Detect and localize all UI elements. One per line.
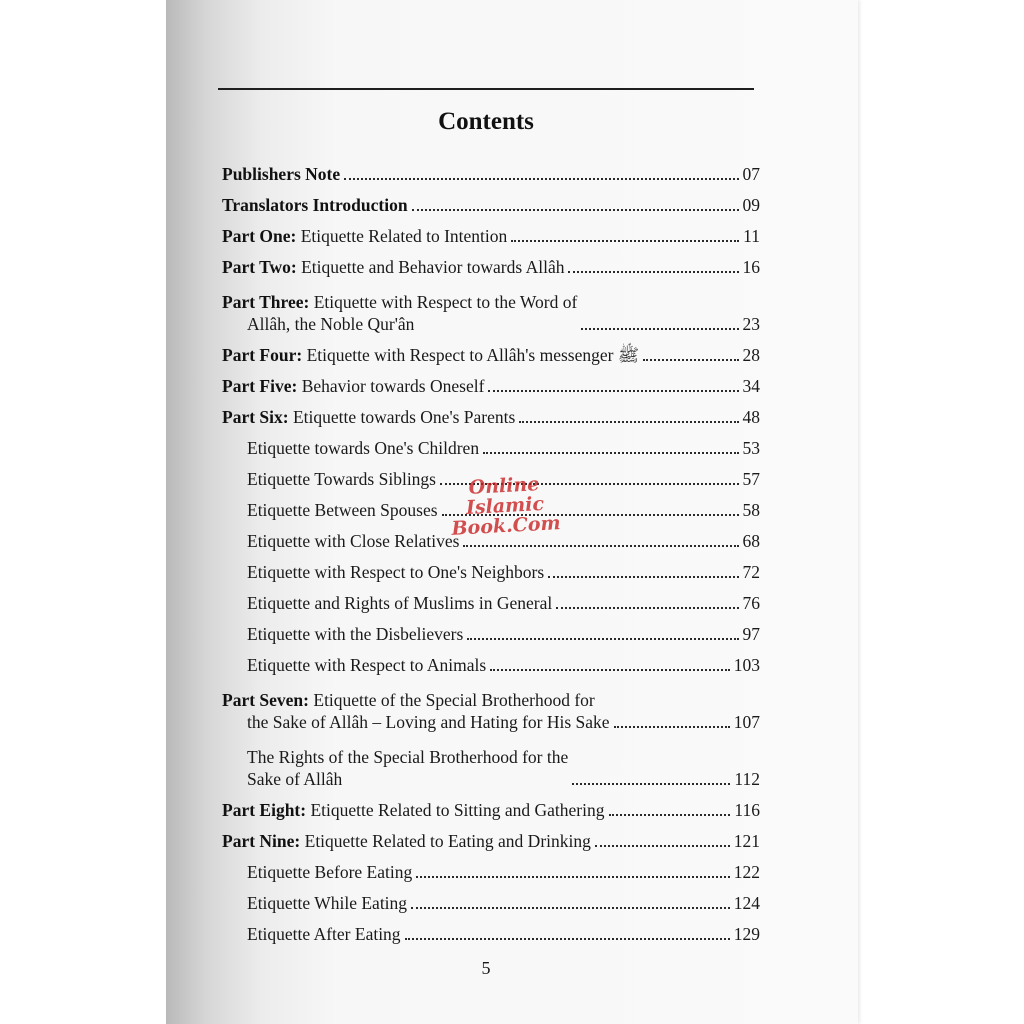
entry-page: 121	[733, 831, 760, 851]
dot-leader	[548, 576, 738, 578]
toc-entry	[222, 676, 760, 733]
toc-entry	[222, 821, 760, 852]
entry-page: 122	[733, 862, 760, 882]
dot-leader	[568, 271, 738, 273]
entry-title: Behavior towards Oneself	[297, 376, 485, 396]
entry-label: Publishers Note	[222, 164, 341, 184]
entry-page: 16	[742, 257, 760, 277]
entry-text	[222, 689, 610, 733]
entry-text	[222, 799, 605, 821]
entry-title: Etiquette While Eating	[247, 893, 408, 913]
entry-title: Etiquette Between Spouses	[247, 500, 438, 520]
entry-page: 48	[742, 407, 760, 427]
page-number: 5	[481, 958, 491, 978]
entry-title: Etiquette Related to Intention	[296, 226, 508, 246]
entry-label: Part Three:	[222, 292, 310, 312]
entry-title: Etiquette with Respect to the Word of	[309, 292, 578, 312]
toc-entry	[222, 154, 760, 185]
entry-text	[222, 830, 591, 852]
entry-label: Part Two:	[222, 257, 297, 277]
entry-title: The Rights of the Special Brotherhood for the	[247, 747, 569, 767]
toc-entry	[222, 883, 760, 914]
entry-label: Part Six:	[222, 407, 289, 427]
entry-page: 09	[742, 195, 760, 215]
dot-leader	[416, 876, 730, 878]
entry-label: Part One:	[222, 226, 297, 246]
entry-title: Etiquette and Rights of Muslims in General	[247, 593, 553, 613]
watermark-line: Online Islamic	[465, 473, 545, 520]
entry-title: Etiquette Related to Sitting and Gathering	[306, 800, 605, 820]
toc-entry	[222, 852, 760, 883]
entry-title: Etiquette Towards Siblings	[247, 469, 436, 489]
entry-page: 112	[734, 769, 760, 789]
dot-leader	[643, 359, 739, 361]
entry-continuation: Allâh, the Noble Qur'ân	[247, 314, 415, 334]
entry-text	[222, 406, 515, 428]
entry-title: Etiquette with Respect to Animals	[247, 655, 487, 675]
dot-leader	[609, 814, 731, 816]
dot-leader	[511, 240, 739, 242]
watermark	[429, 472, 582, 540]
toc-entry	[222, 552, 760, 583]
entry-title: Etiquette of the Special Brotherhood for	[309, 690, 595, 710]
entry-page: 53	[742, 438, 760, 458]
entry-text	[222, 194, 408, 216]
entry-page: 72	[742, 562, 760, 582]
dot-leader	[595, 845, 730, 847]
entry-page: 57	[742, 469, 760, 489]
dot-leader	[412, 209, 739, 211]
entry-page: 129	[733, 924, 760, 944]
toc-entry	[222, 583, 760, 614]
dot-leader	[483, 452, 738, 454]
dot-leader	[344, 178, 738, 180]
watermark-line: Book.Com	[450, 512, 562, 540]
entry-label: Part Five:	[222, 376, 298, 396]
entry-page: 34	[742, 376, 760, 396]
toc-entry	[222, 335, 760, 366]
dot-leader	[556, 607, 738, 609]
entry-text	[222, 291, 577, 335]
entry-title: Etiquette towards One's Parents	[288, 407, 516, 427]
entry-title: Etiquette After Eating	[247, 924, 401, 944]
dot-leader	[467, 638, 738, 640]
toc-entry	[222, 790, 760, 821]
entry-title: Etiquette with Close Relatives	[247, 531, 460, 551]
entry-page: 107	[733, 712, 760, 732]
entry-page: 23	[742, 314, 760, 334]
entry-page: 116	[734, 800, 760, 820]
entry-page: 97	[742, 624, 760, 644]
toc-entry	[222, 278, 760, 335]
entry-page: 28	[742, 345, 760, 365]
entry-continuation: the Sake of Allâh – Loving and Hating for His Sake	[247, 712, 610, 732]
entry-page: 11	[743, 226, 760, 246]
dot-leader	[405, 938, 730, 940]
toc-entry	[222, 216, 760, 247]
entry-page: 124	[733, 893, 760, 913]
toc-entry	[222, 733, 760, 790]
dot-leader	[519, 421, 738, 423]
dot-leader	[490, 669, 730, 671]
toc-entry	[222, 614, 760, 645]
entry-title: Etiquette with Respect to One's Neighbors	[247, 562, 545, 582]
entry-text	[222, 163, 340, 185]
header-rule	[218, 88, 754, 90]
entry-text	[222, 225, 507, 247]
entry-title: Etiquette with Respect to Allâh's messenger ﷺ	[302, 345, 639, 365]
entry-page: 58	[742, 500, 760, 520]
entry-label: Translators Introduction	[222, 195, 408, 215]
dot-leader	[411, 907, 730, 909]
dot-leader	[614, 726, 730, 728]
dot-leader	[488, 390, 738, 392]
dot-leader	[572, 783, 730, 785]
toc-entry	[222, 914, 760, 945]
entry-title: Etiquette with the Disbelievers	[247, 624, 464, 644]
toc-entry	[222, 428, 760, 459]
dot-leader	[463, 545, 738, 547]
entry-label: Part Four:	[222, 345, 303, 365]
entry-page: 76	[742, 593, 760, 613]
contents-heading: Contents	[438, 108, 534, 135]
entry-label: Part Nine:	[222, 831, 301, 851]
entry-label: Part Seven:	[222, 690, 309, 710]
entry-title: Etiquette Related to Eating and Drinking	[300, 831, 591, 851]
entry-page: 07	[742, 164, 760, 184]
toc-entry	[222, 247, 760, 278]
toc-entry	[222, 397, 760, 428]
toc-entry	[222, 185, 760, 216]
entry-page: 68	[742, 531, 760, 551]
entry-title: Etiquette towards One's Children	[247, 438, 480, 458]
toc-entry	[222, 366, 760, 397]
entry-continuation: Sake of Allâh	[247, 769, 343, 789]
entry-title: Etiquette and Behavior towards Allâh	[296, 257, 565, 277]
table-of-contents	[222, 154, 760, 945]
entry-text	[222, 256, 564, 278]
entry-text	[222, 344, 639, 366]
entry-text	[247, 746, 568, 790]
entry-text	[222, 375, 484, 397]
entry-title: Etiquette Before Eating	[247, 862, 413, 882]
entry-label: Part Eight:	[222, 800, 307, 820]
dot-leader	[581, 328, 738, 330]
entry-page: 103	[733, 655, 760, 675]
toc-entry	[222, 645, 760, 676]
